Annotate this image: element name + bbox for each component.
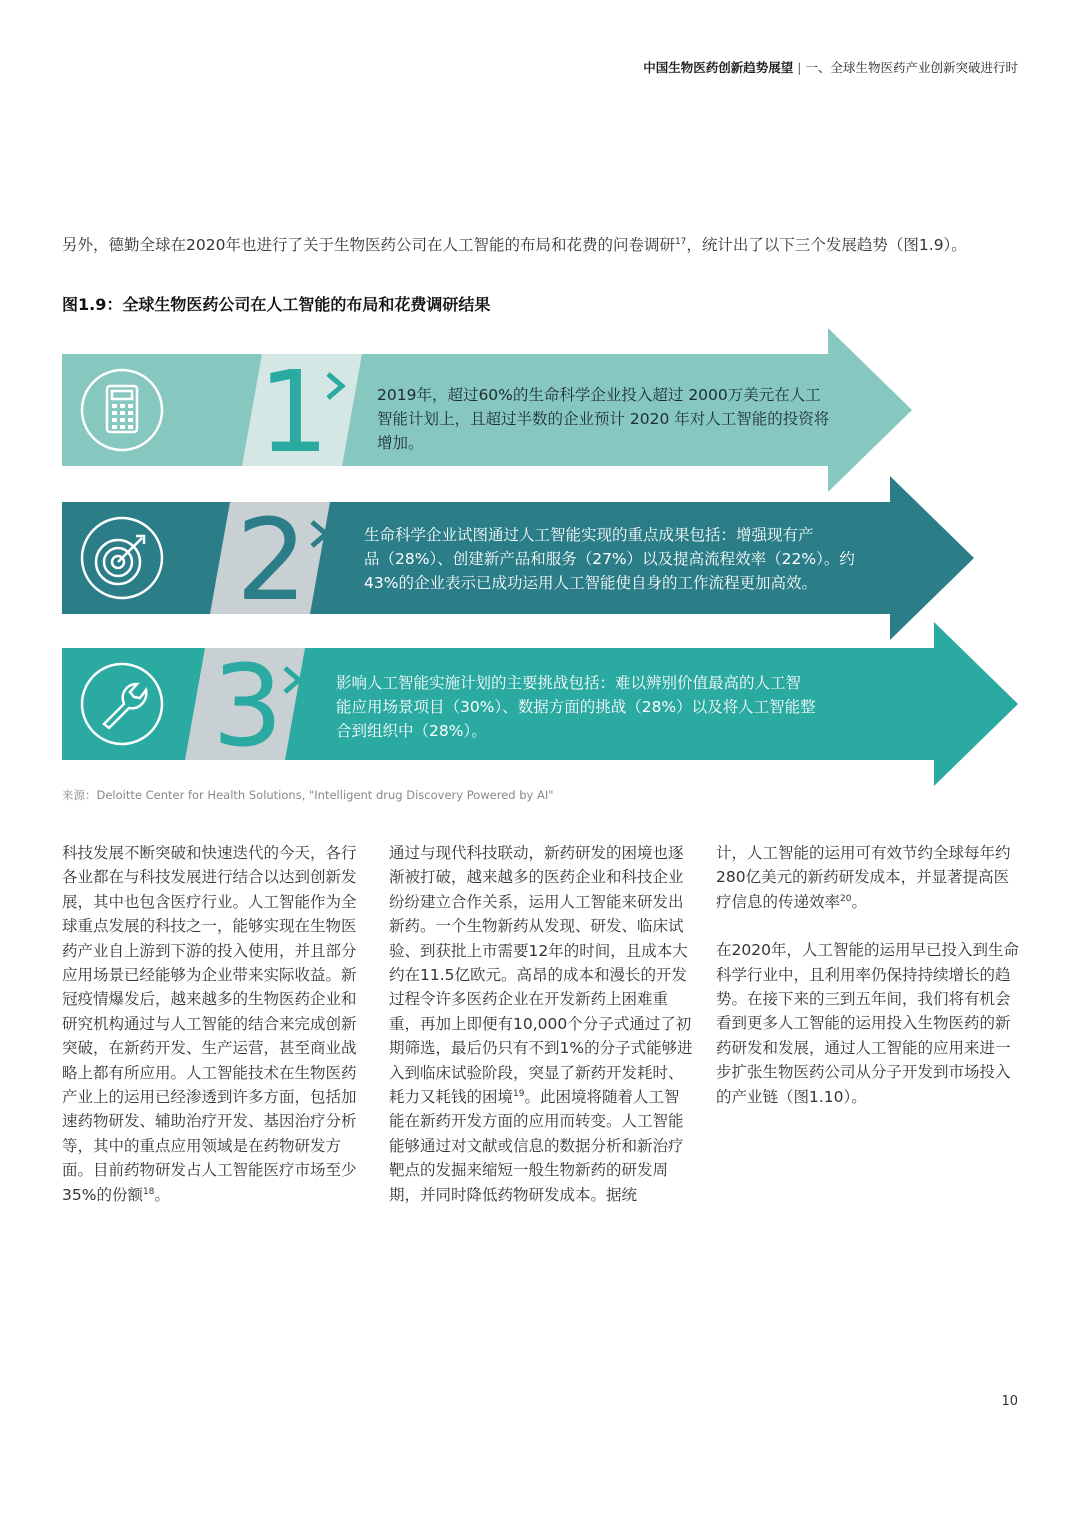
footnote-ref: 19: [513, 1088, 525, 1099]
intro-text-after: ，统计出了以下三个发展趋势（图1.9）。: [686, 236, 967, 254]
page-header: [643, 58, 1018, 76]
arrow-3-text: 影响人工智能实施计划的主要挑战包括：难以辨别价值最高的人工智 能应用场景项目（30%）、数据方面的挑战（28%）以及将人工智能整 合到组织中（28%）。: [336, 674, 816, 740]
footnote-ref: 20: [840, 893, 852, 904]
figure-number-3: 3: [212, 642, 284, 772]
paragraph: 在2020年，人工智能的运用早已投入到生命科学行业中，且利用率仍保持持续增长的趋势。在接下来的三到五年间，我们将有机会看到更多人工智能的运用投入生物医药的新药研发和发展，通过人工智能的应用来进一步扩张生物医药公司从分子开发到市场投入的产业链（图1.10）。: [716, 941, 1019, 1106]
report-title: 中国生物医药创新趋势展望: [643, 60, 794, 75]
figure-number-1: 1: [258, 348, 330, 478]
page-number: 10: [1001, 1394, 1018, 1409]
arrow-2-text: 生命科学企业试图通过人工智能实现的重点成果包括：增强现有产 品（28%）、创建新产品和服务（27%）以及提高流程效率（22%）。约 43%的企业表示已成功运用人工智能使自身的工作流程更加高效。: [364, 526, 855, 592]
footnote-ref: 18: [142, 1186, 155, 1197]
header-separator: |: [797, 60, 802, 75]
section-title: 一、全球生物医药产业创新突破进行时: [805, 60, 1018, 75]
arrow-1-text: 2019年，超过60%的生命科学企业投入超过 2000万美元在人工 智能计划上，且超过半数的企业预计 2020 年对人工智能的投资将 增加。: [377, 386, 830, 452]
footnote-ref: 17: [674, 236, 687, 247]
figure-source: 来源：Deloitte Center for Health Solutions, "Intelligent drug Discovery Powered by AI": [62, 788, 554, 802]
intro-text: 另外，德勤全球在2020年也进行了关于生物医药公司在人工智能的布局和花费的问卷调研: [62, 236, 675, 254]
body-column-2: 通过与现代科技联动，新药研发的困境也逐渐被打破，越来越多的医药企业和科技企业纷纷建立合作关系，运用人工智能来研发出新药。一个生物新药从发现、研发、临床试验、到获批上市需要12年的时间，且成本大约在11.5亿欧元。高昂的成本和漫长的开发过程令许多医药企业在开发新药上困难重重，再加上即便有10,000个分子式通过了初期筛选，最后仍只有不到1%的分子式能够进入到临床试验阶段，突显了新药开发耗时、耗力又耗钱的困境$^{19}$。此困境将随着人工智能在新药开发方面的应用而转变。人工智能能够通过对文献或信息的数据分析和新治疗靶点的发掘来缩短一般生物新药的研发周期，并同时降低药物研发成本。据统: [389, 844, 693, 1204]
figure-title: 图1.9：全球生物医药公司在人工智能的布局和花费调研结果: [62, 295, 491, 314]
intro-paragraph: [62, 233, 1022, 255]
body-column-1: 科技发展不断突破和快速迭代的今天，各行各业都在与科技发展进行结合以达到创新发展，其中也包含医疗行业。人工智能作为全球重点发展的科技之一，能够实现在生物医药产业自上游到下游的投入使用，并且部分应用场景已经能够为企业带来实际收益。新冠疫情爆发后，越来越多的生物医药企业和研究机构通过与人工智能的结合来完成创新突破，在新药开发、生产运营，甚至商业战略上都有所应用。人工智能技术在生物医药产业上的运用已经渗透到许多方面，包括加速药物研发、辅助治疗开发、基因治疗分析等，其中的重点应用领域是在药物研发方面。目前药物研发占人工智能医疗市场至少35%的份额$^{18}$。: [62, 844, 357, 1204]
body-column-3: 计，人工智能的运用可有效节约全球每年约280亿美元的新药研发成本，并显著提高医疗信息的传递效率$^{20}$。 在2020年，人工智能的运用早已投入到生命科学行业中，且利用率仍保持持续增长的趋势。在接下来的三到五年间，我们将有机会看到更多人工智能的运用投入生物医药的新药研发和发展，通过人工智能的应用来进一步扩张生物医药公司从分子开发到市场投入的产业链（图1.10）。: [716, 841, 1020, 1133]
figure-number-2: 2: [236, 496, 308, 626]
